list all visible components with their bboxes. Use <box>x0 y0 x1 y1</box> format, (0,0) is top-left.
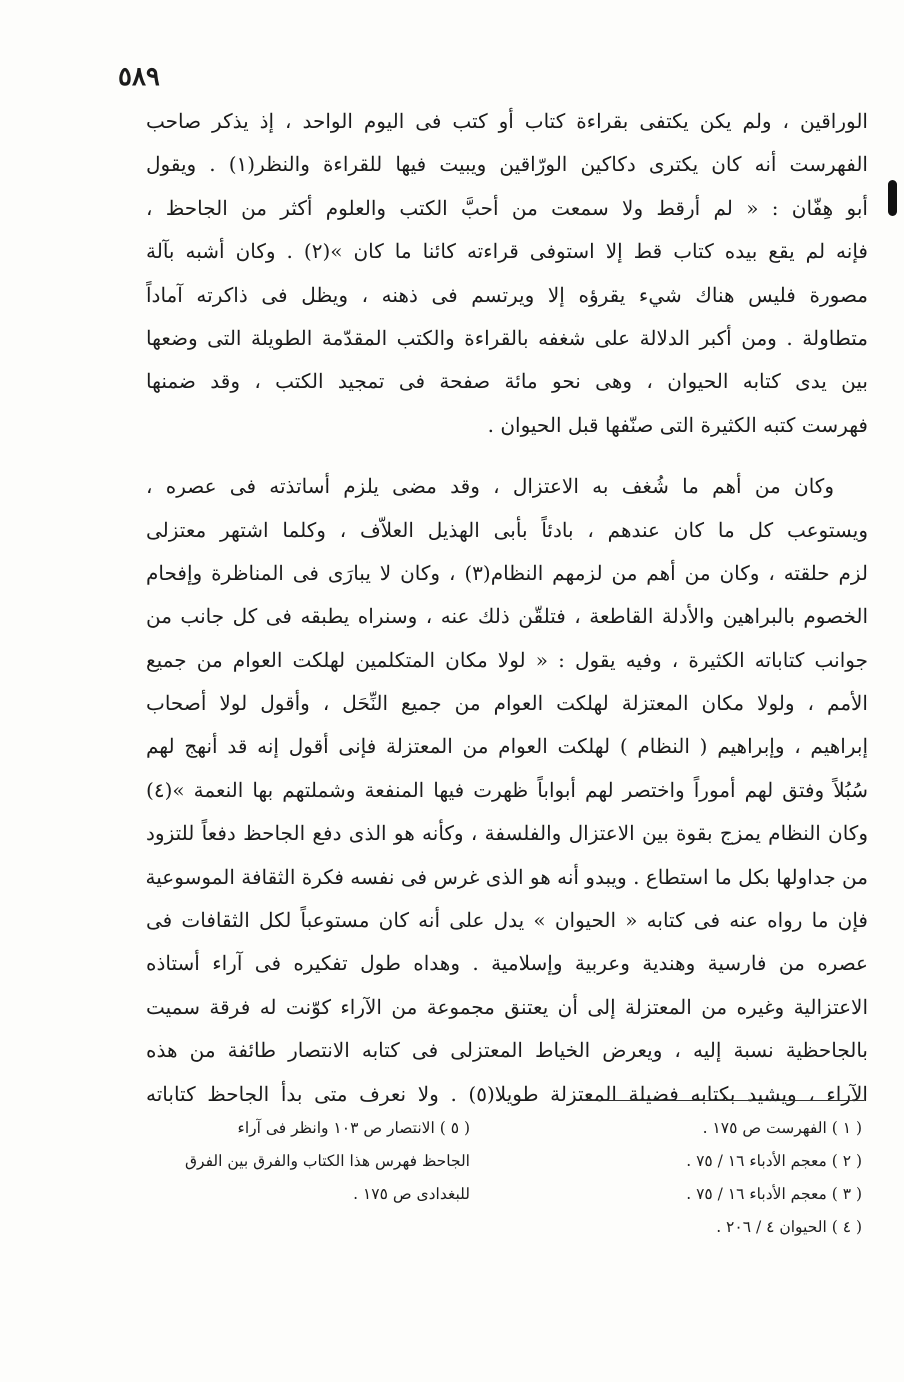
text-line: الفهرست أنه كان يكترى دكاكين الورّاقين ويبيت فيها للقراءة والنظر(١) . ويقول <box>146 152 868 177</box>
footnote: ( ٥ ) الانتصار ص ١٠٣ وانظر فى آراء <box>237 1119 470 1137</box>
text-line: فإن ما رواه عنه فى كتابه « الحيوان » يدل على أنه كان مستوعباً لكل الثقافات فى <box>146 908 868 933</box>
footnote: ( ٤ ) الحيوان ٤ / ٢٠٦ . <box>716 1218 862 1236</box>
footnote: ( ٢ ) معجم الأدباء ١٦ / ٧٥ . <box>686 1152 862 1170</box>
text-line: الاعتزالية وغيره من المعتزلة إلى أن يعتنق مجموعة من الآراء كوّنت له فرقة سميت <box>146 994 868 1019</box>
text-line: الوراقين ، ولم يكن يكتفى بقراءة كتاب أو كتب فى اليوم الواحد ، إذ يذكر صاحب <box>146 109 868 133</box>
footnote-rule <box>582 1100 864 1101</box>
text-line: متطاولة . ومن أكبر الدلالة على شغفه بالقراءة والكتب المقدّمة الطويلة التى وضعها <box>146 325 868 350</box>
text-line: بين يدى كتابه الحيوان ، وهى نحو مائة صفحة فى تمجيد الكتب ، وقد ضمنها <box>146 369 868 394</box>
text-line: أبو هِفّان : « لم أرقط ولا سمعت من أحبَّ الكتب والعلوم أكثر من الجاحظ ، <box>146 195 868 220</box>
body-text <box>146 100 868 1116</box>
text-line: مصورة فليس هناك شيء يقرؤه إلا ويرتسم فى ذهنه ، ويظل فى ذاكرته آماداً <box>146 282 868 307</box>
text-line: الآراء ، ويشيد بكتابه فضيلة المعتزلة طويلا(٥) . ولا نعرف متى بدأ الجاحظ كتاباته <box>146 1081 868 1106</box>
text-line: الخصوم بالبراهين والأدلة القاطعة ، فتلقّن ذلك عنه ، وسنراه يطبقه فى كل جانب من <box>146 604 868 629</box>
text-line: عصره من فارسية وهندية وعربية وإسلامية . وهداه طول تفكيره فى آراء أستاذه <box>146 951 868 976</box>
text-line: من جداولها بكل ما استطاع . ويبدو أنه هو الذى غرس فى نفسه فكرة الثقافة الموسوعية <box>146 864 868 889</box>
text-line: إبراهيم ، وإبراهيم ( النظام ) لهلكت العوام من المعتزلة فإنى أقول إنه قد أنهج لهم <box>146 734 868 759</box>
footnote: الجاحظ فهرس هذا الكتاب والفرق بين الفرق <box>184 1152 470 1170</box>
footnotes-right <box>562 1112 862 1244</box>
footnote: للبغدادى ص ١٧٥ . <box>353 1185 470 1203</box>
text-line: بالجاحظية نسبة إليه ، ويعرض الخياط المعتزلى فى كتابه الانتصار طائفة من هذه <box>146 1038 868 1063</box>
text-line: فإنه لم يقع بيده كتاب قط إلا استوفى قراءته كائنا ما كان »(٢) . وكان أشبه بآلة <box>146 239 868 264</box>
text-line: وكان من أهم ما شُغف به الاعتزال ، وقد مضى يلزم أساتذته فى عصره ، <box>146 474 834 499</box>
margin-mark <box>888 180 897 216</box>
footnotes-left <box>148 1112 470 1211</box>
text-line: الأمم ، ولولا مكان المعتزلة لهلكت العوام من جميع النِّحَل ، وأقول لولا أصحاب <box>146 691 868 716</box>
page-number: ٥٨٩ <box>118 62 160 92</box>
text-line: سُبُلاً وفتق لهم أموراً واختصر لهم أبواباً ظهرت فيها المنفعة وشملتهم بها النعمة »(٤) <box>146 777 868 802</box>
text-line: ويستوعب كل ما كان عندهم ، بادئاً بأبى الهذيل العلاّف ، وكلما اشتهر معتزلى <box>146 517 868 542</box>
paragraph-gap <box>146 447 868 465</box>
text-line: فهرست كتبه الكثيرة التى صنّفها قبل الحيوان . <box>487 412 868 437</box>
text-line: جوانب كتاباته الكثيرة ، وفيه يقول : « لولا مكان المتكلمين لهلكت العوام من جميع <box>146 647 868 672</box>
footnote: ( ٣ ) معجم الأدباء ١٦ / ٧٥ . <box>686 1185 862 1203</box>
footnote: ( ١ ) الفهرست ص ١٧٥ . <box>702 1119 862 1137</box>
text-line: لزم حلقته ، وكان من أهم من لزمهم النظام(٣) ، وكان لا يبارَى فى المناظرة وإفحام <box>146 560 868 585</box>
text-line: وكان النظام يمزج بقوة بين الاعتزال والفلسفة ، وكأنه هو الذى دفع الجاحظ دفعاً للتزود <box>146 821 868 846</box>
